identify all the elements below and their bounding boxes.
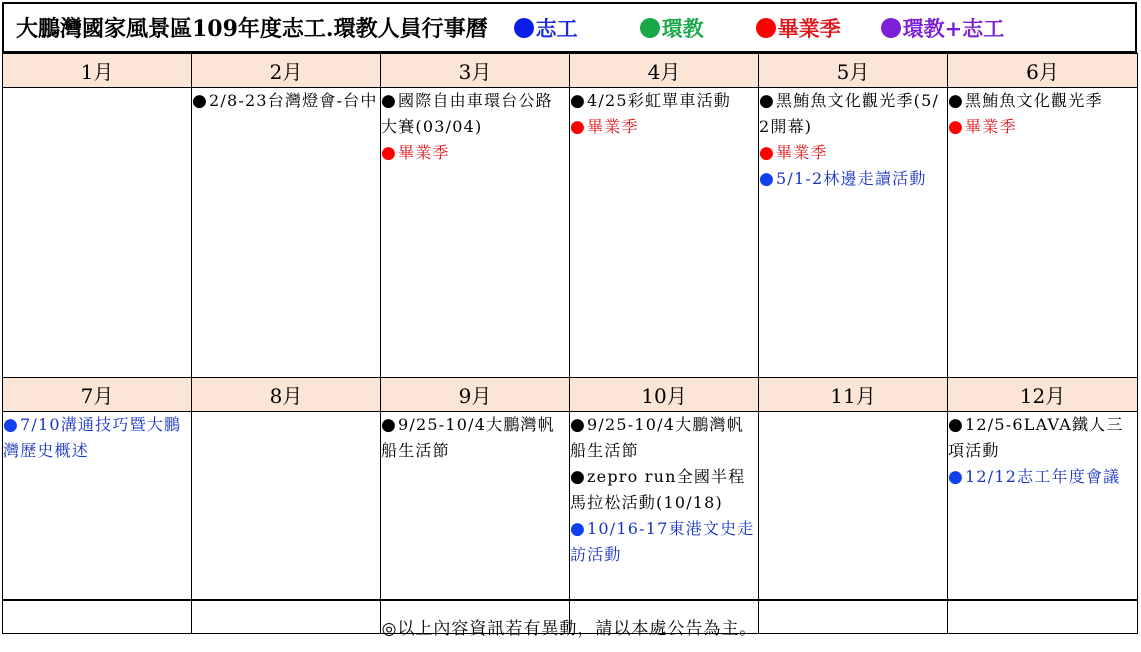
event-item [948, 464, 1137, 490]
blue-bullet-icon: ● [759, 169, 776, 189]
event-text: 5/1-2林邊走讀活動 [776, 169, 927, 188]
blue-bullet-icon: ● [570, 519, 587, 539]
month-header: 5月 [759, 54, 948, 88]
black-bullet-icon: ● [381, 91, 398, 111]
legend-item-graduation [756, 13, 841, 43]
month-header-row [3, 54, 1138, 88]
black-bullet-icon: ● [192, 91, 209, 111]
blue-bullet-icon: ● [3, 415, 20, 435]
event-text: 12/5-6LAVA鐵人三項活動 [948, 415, 1124, 460]
event-item [759, 166, 947, 192]
month-header: 6月 [948, 54, 1138, 88]
month-header: 9月 [381, 378, 570, 412]
red-bullet-icon: ● [948, 117, 965, 137]
month-header: 12月 [948, 378, 1138, 412]
black-bullet-icon: ● [570, 467, 587, 487]
event-item [759, 140, 947, 166]
red-bullet-icon: ● [381, 143, 398, 163]
legend-label: 環教 [661, 15, 704, 41]
event-item [381, 88, 569, 140]
event-text: 2/8-23台灣燈會-台中 [209, 91, 378, 110]
page-title: 大鵬灣國家風景區109年度志工.環教人員行事曆 [16, 16, 488, 42]
black-bullet-icon: ● [759, 91, 776, 111]
event-text: 黑鮪魚文化觀光季 [965, 91, 1103, 110]
event-item [948, 88, 1137, 114]
title-row [2, 2, 1137, 53]
month-header: 7月 [3, 378, 192, 412]
month-cell [948, 88, 1138, 378]
event-text: 7/10溝通技巧暨大鵬灣歷史概述 [3, 415, 182, 460]
legend-item-volunteer [514, 13, 578, 43]
month-cell [570, 88, 759, 378]
event-item [948, 114, 1137, 140]
event-text: zepro run全國半程馬拉松活動(10/18) [570, 467, 746, 512]
month-header: 1月 [3, 54, 192, 88]
legend-item-env-edu [640, 13, 704, 43]
event-text: 4/25彩虹單車活動 [587, 91, 731, 110]
month-cell [3, 88, 192, 378]
month-header: 10月 [570, 378, 759, 412]
event-item [759, 88, 947, 140]
blue-dot-icon [514, 18, 534, 38]
event-text: 9/25-10/4大鵬灣帆船生活節 [381, 415, 555, 460]
red-bullet-icon: ● [570, 117, 587, 137]
event-item [570, 412, 758, 464]
month-header: 2月 [192, 54, 381, 88]
blue-bullet-icon: ● [948, 467, 965, 487]
event-text: 9/25-10/4大鵬灣帆船生活節 [570, 415, 744, 460]
black-bullet-icon: ● [948, 415, 965, 435]
black-bullet-icon: ● [570, 415, 587, 435]
black-bullet-icon: ● [381, 415, 398, 435]
event-item [570, 464, 758, 516]
month-header: 11月 [759, 378, 948, 412]
month-cell [192, 88, 381, 378]
red-dot-icon [756, 18, 776, 38]
event-item [948, 412, 1137, 464]
event-item [570, 88, 758, 114]
event-text: 黑鮪魚文化觀光季(5/2開幕) [759, 91, 940, 136]
event-text: 畢業季 [776, 143, 828, 162]
event-item [570, 114, 758, 140]
black-bullet-icon: ● [570, 91, 587, 111]
event-text: 國際自由車環台公路大賽(03/04) [381, 91, 553, 136]
event-text: 畢業季 [587, 117, 639, 136]
event-item [381, 412, 569, 464]
event-item [3, 412, 191, 464]
black-bullet-icon: ● [948, 91, 965, 111]
month-header: 4月 [570, 54, 759, 88]
legend-item-env-edu-volunteer [881, 13, 1005, 43]
calendar-table [2, 53, 1138, 634]
event-text: 畢業季 [398, 143, 450, 162]
month-header: 3月 [381, 54, 570, 88]
event-text: 10/16-17東港文史走訪活動 [570, 519, 755, 564]
event-item [570, 516, 758, 568]
event-item [381, 140, 569, 166]
month-header-row [3, 378, 1138, 412]
legend-label: 環教+志工 [902, 15, 1005, 41]
green-dot-icon [640, 18, 660, 38]
month-header: 8月 [192, 378, 381, 412]
event-item [192, 88, 380, 114]
legend [488, 13, 1005, 43]
event-text: 12/12志工年度會議 [965, 467, 1121, 486]
purple-dot-icon [881, 18, 901, 38]
legend-label: 畢業季 [777, 15, 841, 41]
month-cell [759, 88, 948, 378]
legend-label: 志工 [535, 15, 578, 41]
red-bullet-icon: ● [759, 143, 776, 163]
footer-note: ◎以上內容資訊若有異動，請以本處公告為主。 [2, 599, 1137, 652]
event-text: 畢業季 [965, 117, 1017, 136]
calendar-sheet [2, 2, 1137, 650]
month-cell [381, 88, 570, 378]
events-row [3, 88, 1138, 378]
